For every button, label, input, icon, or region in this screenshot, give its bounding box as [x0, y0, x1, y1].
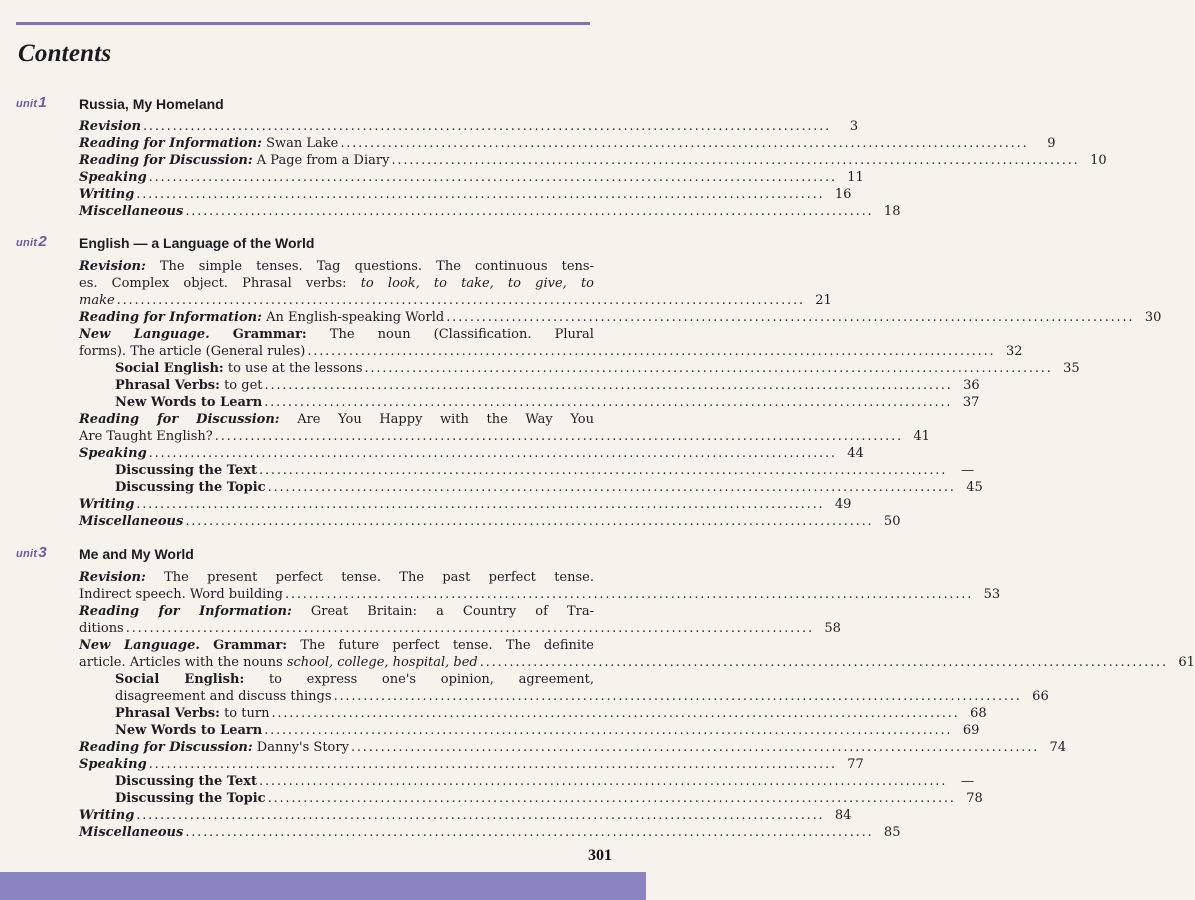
- toc-entry: forms). The article (General rules) .................................................................................................................... 32: [79, 344, 1023, 359]
- unit-title: Me and My World: [79, 546, 194, 562]
- toc-subentry: Discussing the Text .................................................................................................................... —: [115, 774, 975, 789]
- page-title: Contents: [18, 40, 112, 67]
- bottom-band: [0, 872, 646, 900]
- toc-subentry: Discussing the Topic .................................................................................................................... 78: [115, 791, 983, 806]
- toc-entry-line: Reading for Discussion: Are You Happy with the Way You: [79, 412, 594, 427]
- toc-entry: Miscellaneous .................................................................................................................... 85: [79, 825, 901, 840]
- page-number: 301: [588, 847, 612, 864]
- toc-entry-line: Revision: The present perfect tense. The past perfect tense.: [79, 570, 594, 585]
- unit-title: Russia, My Homeland: [79, 96, 224, 112]
- toc-entry: Are Taught English? .................................................................................................................... 41: [79, 429, 930, 444]
- top-rule: [16, 22, 590, 25]
- toc-subentry: New Words to Learn .................................................................................................................... 69: [115, 723, 980, 738]
- toc-subentry: New Words to Learn .................................................................................................................... 37: [115, 395, 980, 410]
- toc-entry-line: es. Complex object. Phrasal verbs: to look, to take, to give, to: [79, 276, 594, 291]
- unit-badge: unit3: [16, 544, 48, 561]
- toc-entry: article. Articles with the nouns school, college, hospital, bed .................................................................................................................... 61: [79, 655, 1195, 670]
- toc-entry: make .................................................................................................................... 21: [79, 293, 832, 308]
- toc-entry: Reading for Discussion: A Page from a Diary .................................................................................................................... 10: [79, 153, 1107, 168]
- toc-subentry-line: Social English: to express one's opinion, agreement,: [115, 672, 595, 687]
- toc-subentry: Social English: to use at the lessons .................................................................................................................... 35: [115, 361, 1080, 376]
- toc-subentry: Phrasal Verbs: to get .................................................................................................................... 36: [115, 378, 980, 393]
- toc-entry-line: New Language. Grammar: The future perfect tense. The definite: [79, 638, 594, 653]
- toc-entry: Reading for Information: An English-speaking World .................................................................................................................... 30: [79, 310, 1162, 325]
- toc-entry: Miscellaneous .................................................................................................................... 50: [79, 514, 901, 529]
- toc-entry: Miscellaneous .................................................................................................................... 18: [79, 204, 901, 219]
- toc-subentry: disagreement and discuss things .................................................................................................................... 66: [115, 689, 1049, 704]
- toc-entry-line: Reading for Information: Great Britain: a Country of Tra-: [79, 604, 594, 619]
- toc-entry: Revision .................................................................................................................... 3: [79, 119, 859, 134]
- toc-entry-line: New Language. Grammar: The noun (Classification. Plural: [79, 327, 594, 342]
- toc-subentry: Discussing the Text .................................................................................................................... —: [115, 463, 975, 478]
- toc-subentry: Phrasal Verbs: to turn .................................................................................................................... 68: [115, 706, 987, 721]
- toc-entry: Writing .................................................................................................................... 49: [79, 497, 852, 512]
- toc-subentry: Discussing the Topic .................................................................................................................... 45: [115, 480, 983, 495]
- toc-entry: Speaking .................................................................................................................... 77: [79, 757, 864, 772]
- toc-entry: Writing .................................................................................................................... 84: [79, 808, 852, 823]
- toc-entry: Speaking .................................................................................................................... 44: [79, 446, 864, 461]
- toc-entry: Speaking .................................................................................................................... 11: [79, 170, 864, 185]
- unit-badge: unit1: [16, 94, 48, 111]
- unit-title: English — a Language of the World: [79, 235, 315, 251]
- toc-entry: Writing .................................................................................................................... 16: [79, 187, 852, 202]
- toc-entry: ditions .................................................................................................................... 58: [79, 621, 841, 636]
- toc-entry: Reading for Discussion: Danny's Story .................................................................................................................... 74: [79, 740, 1067, 755]
- toc-entry-line: Revision: The simple tenses. Tag questions. The continuous tens-: [79, 259, 594, 274]
- toc-entry: Indirect speech. Word building .................................................................................................................... 53: [79, 587, 1001, 602]
- toc-entry: Reading for Information: Swan Lake .................................................................................................................... 9: [79, 136, 1056, 151]
- unit-badge: unit2: [16, 233, 48, 250]
